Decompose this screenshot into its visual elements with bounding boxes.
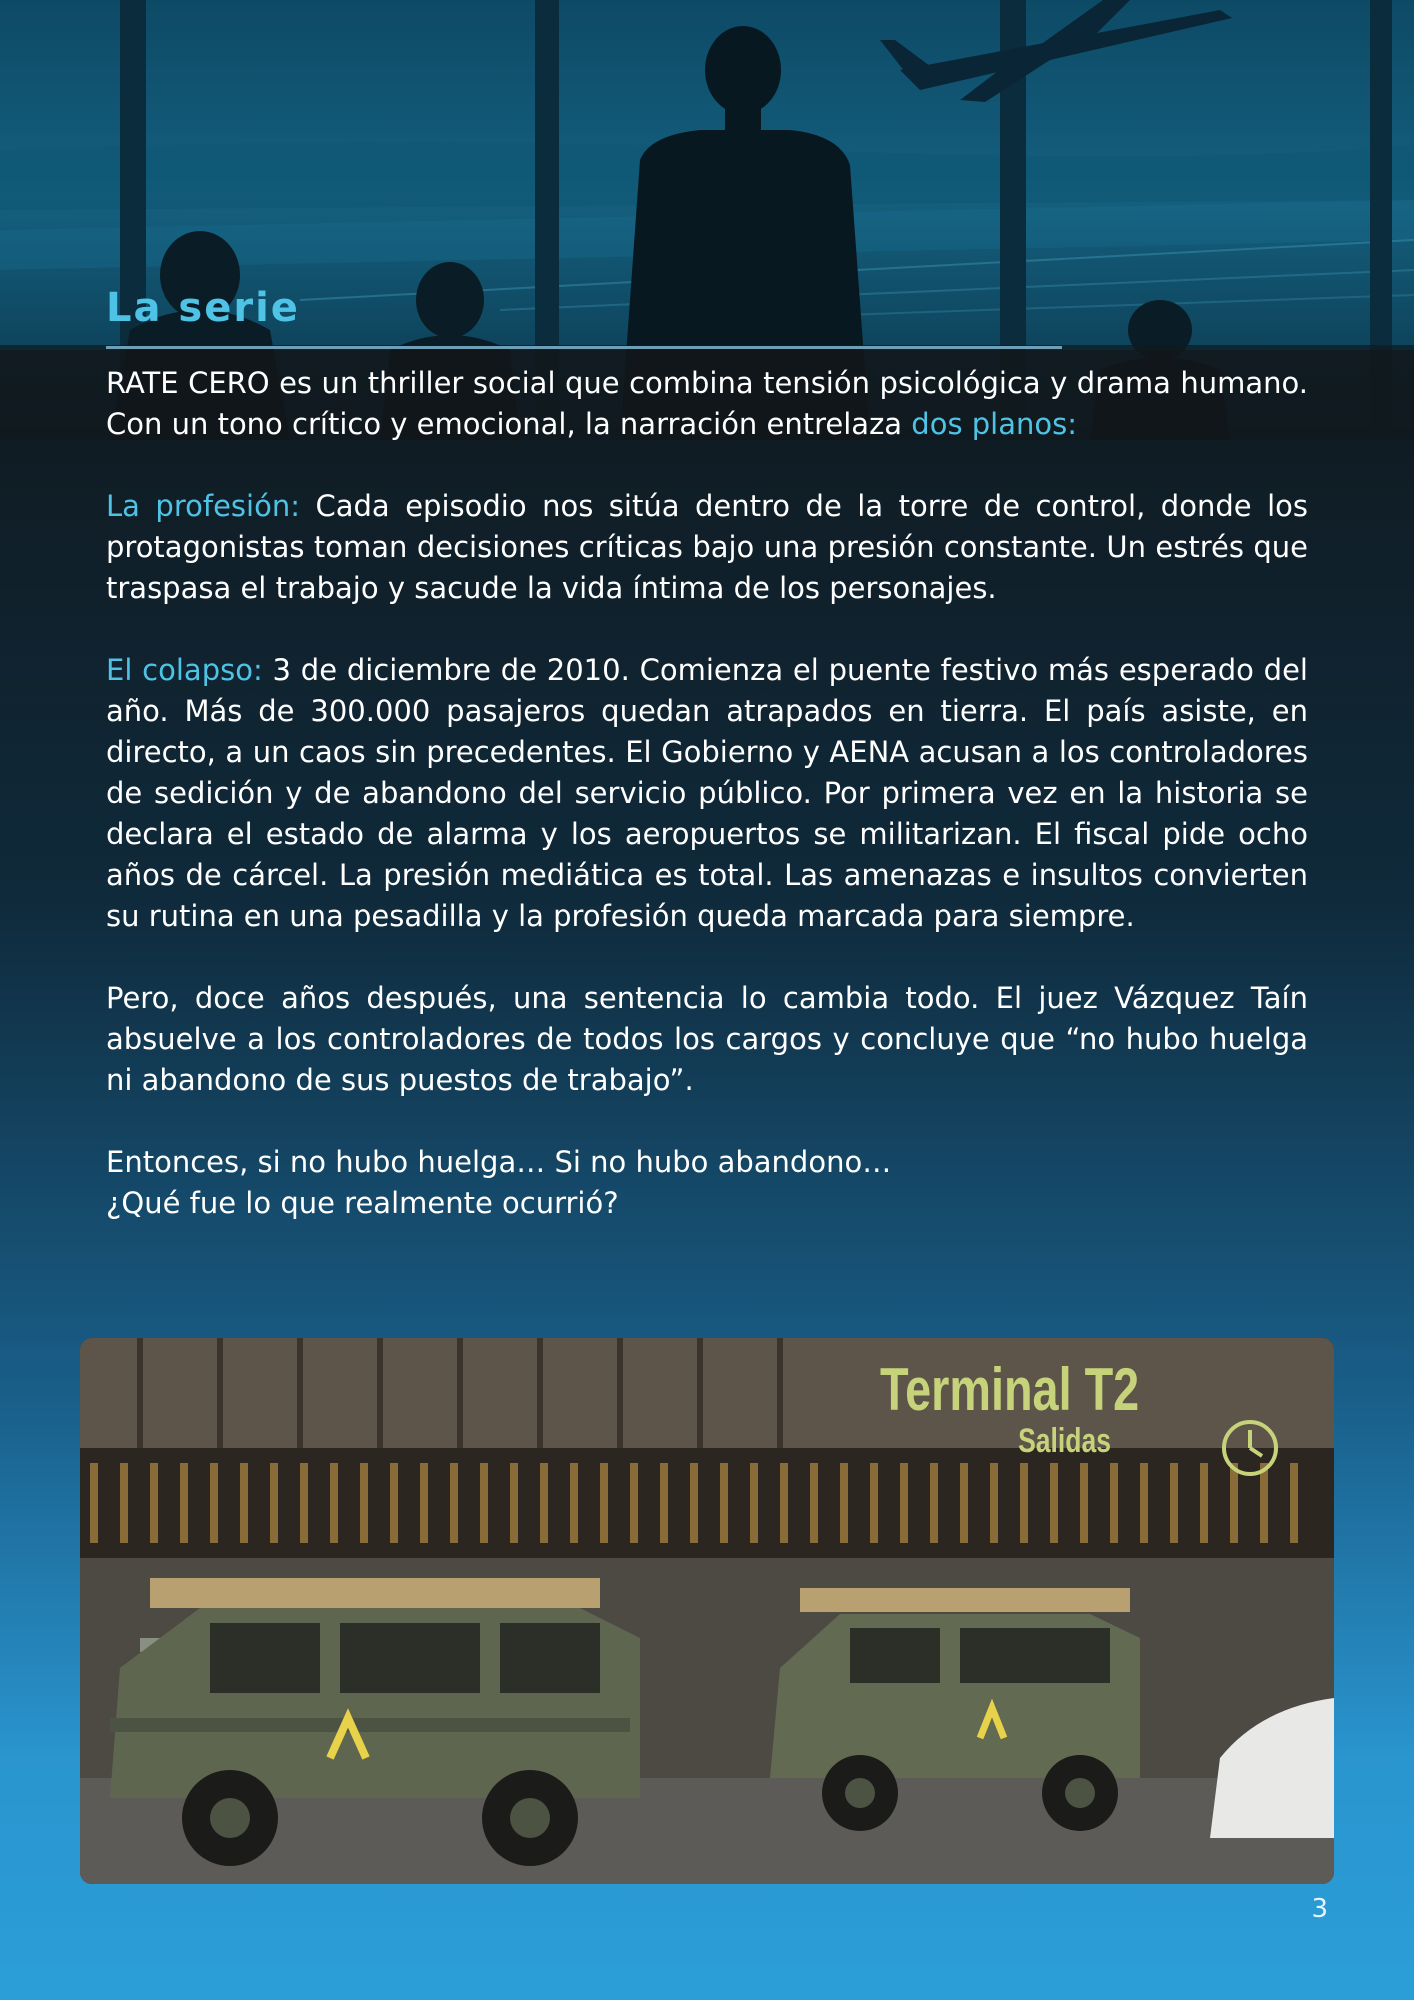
- profesion-text: Cada episodio nos sitúa dentro de la torre de control, donde los protagonistas toman decisiones críticas bajo una presión constante. Un estrés que traspasa el trabajo y sacude la vida íntima de los personajes.: [106, 489, 1308, 605]
- colapso-label: El colapso:: [106, 653, 263, 687]
- title-divider: [106, 346, 1062, 349]
- terminal-sign: [880, 1358, 1212, 1460]
- closing-line-1: Entonces, si no hubo huelga… Si no hubo abandono…: [106, 1145, 892, 1179]
- page-number: 3: [1311, 1894, 1328, 1924]
- intro-text: RATE CERO es un thriller social que combina tensión psicológica y drama humano. Con un tono crítico y emocional, la narración entrelaza: [106, 366, 1308, 441]
- profesion-label: La profesión:: [106, 489, 300, 523]
- paragraph-profesion: [106, 486, 1308, 609]
- terminal-sign-title: Terminal T2: [880, 1356, 1140, 1423]
- section-title: La serie: [106, 285, 300, 331]
- terminal-sign-subtitle: Salidas: [1018, 1422, 1111, 1460]
- colapso-text: 3 de diciembre de 2010. Comienza el puente festivo más esperado del año. Más de 300.000 pasajeros quedan atrapados en tierra. El país asiste, en directo, a un caos sin precedentes. El Gobierno y AENA acusan a los controladores de sedición y de abandono del servicio público. Por primera vez en la historia se declara el estado de alarma y los aeropuertos se militarizan. El fiscal pide ocho años de cárcel. La presión mediática es total. Las amenazas e insultos convierten su rutina en una pesadilla y la profesión queda marcada para siempre.: [106, 653, 1308, 933]
- closing-line-2: ¿Qué fue lo que realmente ocurrió?: [106, 1186, 619, 1220]
- paragraph-colapso: [106, 650, 1308, 937]
- paragraph-sentencia: Pero, doce años después, una sentencia lo cambia todo. El juez Vázquez Taín absuelve a los controladores de todos los cargos y concluye que “no hubo huelga ni abandono de sus puestos de trabajo”.: [106, 981, 1308, 1097]
- terminal-t2-photo: [80, 1338, 1334, 1884]
- intro-highlight: dos planos:: [911, 407, 1078, 441]
- paragraph-intro: [106, 363, 1308, 445]
- paragraph-closing: [106, 1142, 1308, 1224]
- main-content: [106, 280, 1308, 1224]
